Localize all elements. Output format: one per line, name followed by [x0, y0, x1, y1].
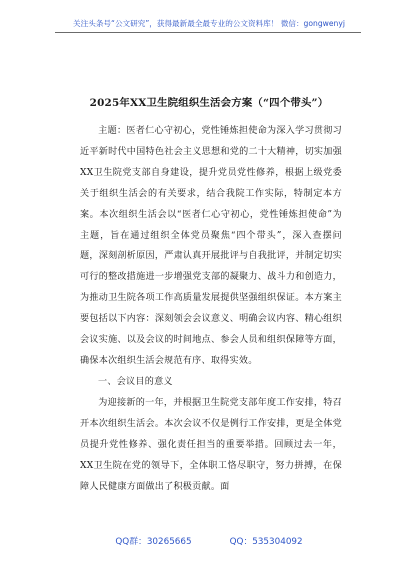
intro-paragraph: 主题：医者仁心守初心，党性锤炼担使命为深入学习贯彻习近平新时代中国特色社会主义思想和党的二十大精神，切实加强XX卫生院党支部自身建设，提升党员党性修养，根据上级党委关于组织生活会的有关要求，结合我院工作实际，特制定本方案。本次组织生活会以“医者仁心守初心，党性锤炼担使命”为主题，旨在通过组织全体党员聚焦“四个带头”，深入查摆问题，深刻剖析原因，严肃认真开展批评与自我批评，并制定切实可行的整改措施进一步增强党支部的凝聚力、战斗力和创造力，为推动卫生院各项工作高质量发展提供坚强组织保证。本方案主要包括以下内容：深刻领会会议意义、明确会议内容、精心组织会议实施、以及会议的时间地点、参会人员和组织保障等方面，确保本次组织生活会规范有序、取得实效。 [80, 126, 342, 366]
section-paragraph: 为迎接新的一年，并根据卫生院党支部年度工作安排，特召开本次组织生活会。本次会议不仅是例行工作安排，更是全体党员提升党性修养、强化责任担当的重要举措。回顾过去一年，XX卫生院在党的领导下，全体职工恪尽职守，努力拼搏，在保障人民健康方面做出了积极贡献。面 [80, 398, 342, 492]
section-heading: 一、会议目的意义 [98, 377, 173, 387]
header-banner: 关注头条号“公文研究”，获得最新最全最专业的公文资料库！ 微信：gongwenyj [73, 19, 345, 28]
header-divider [55, 32, 361, 33]
document-title: 2025年XX卫生院组织生活会方案（“四个带头”） [89, 97, 329, 109]
footer-qq-number: QQ：535304092 [229, 537, 303, 547]
footer-qq-group: QQ群：30265665 [115, 537, 192, 547]
footer-contact [56, 534, 362, 547]
